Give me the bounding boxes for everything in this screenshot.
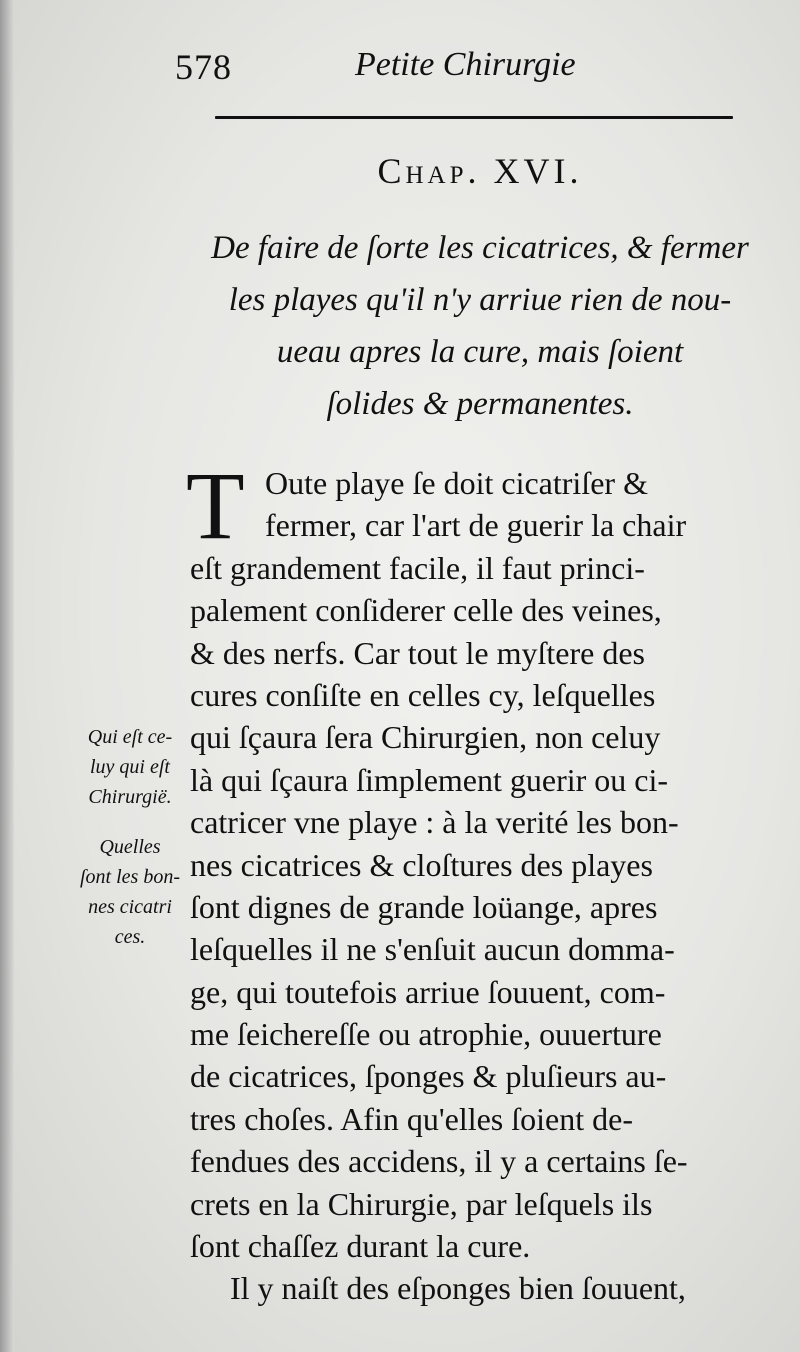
text-line: ſont chaſſez durant la cure. xyxy=(190,1228,531,1265)
text-line: de cicatrices, ſponges & pluſieurs au- xyxy=(190,1058,667,1095)
drop-cap: T xyxy=(186,452,245,559)
margin-note-line: Qui eſt ce- xyxy=(87,726,173,748)
subtitle-line: ueau apres la cure, mais ſoient xyxy=(276,334,684,370)
subtitle-line: ſolides & permanentes. xyxy=(326,386,634,422)
text-line: catricer vne playe : à la verité les bon- xyxy=(190,804,679,841)
text-line: fermer, car l'art de guerir la chair xyxy=(265,507,687,544)
page-header xyxy=(175,40,735,90)
page-number: 578 xyxy=(175,47,232,87)
text-line: palement conſiderer celle des veines, xyxy=(190,592,662,629)
subtitle-line: les playes qu'il n'y arriue rien de nou- xyxy=(228,282,732,318)
text-line: ge, qui toutefois arriue ſouuent, com- xyxy=(190,973,666,1010)
page-gutter-shadow xyxy=(0,0,14,1352)
margin-note-line: ces. xyxy=(114,926,146,948)
text-line: eſt grandement facile, il faut princi- xyxy=(190,549,645,586)
margin-note-line: Quelles xyxy=(99,836,161,858)
text-line: cures conſiſte en celles cy, leſquelles xyxy=(190,676,656,713)
text-line: ſont dignes de grande loüange, apres xyxy=(190,888,658,925)
subtitle-line: De faire de ſorte les cicatrices, & fermer xyxy=(211,230,749,266)
text-line: & des nerfs. Car tout le myſtere des xyxy=(190,634,645,671)
text-line: qui ſçaura ſera Chirurgien, non celuy xyxy=(190,719,661,756)
margin-note-line: nes cicatri xyxy=(88,896,172,918)
margin-notes xyxy=(70,722,190,952)
text-line: me ſeichereſſe ou atrophie, ouuerture xyxy=(190,1016,662,1053)
chapter-subtitle xyxy=(170,222,790,430)
text-line: crets en la Chirurgie, par leſquels ils xyxy=(190,1185,653,1222)
body-text xyxy=(190,462,760,1310)
text-line: fendues des accidens, il y a certains ſe- xyxy=(190,1143,688,1180)
text-line: là qui ſçaura ſimplement guerir ou ci- xyxy=(190,761,669,798)
margin-note-line: Chirurgië. xyxy=(88,786,172,808)
header-rule xyxy=(215,116,733,119)
text-line: Il y naiſt des eſponges bien ſouuent, xyxy=(230,1270,686,1307)
margin-note-line: ſont les bon- xyxy=(80,866,180,888)
text-line: nes cicatrices & cloſtures des playes xyxy=(190,846,653,883)
running-title: Petite Chirurgie xyxy=(355,46,576,83)
text-line: leſquelles il ne s'enſuit aucun domma- xyxy=(190,931,675,968)
text-line: tres choſes. Afin qu'elles ſoient de- xyxy=(190,1100,633,1137)
margin-note-line: luy qui eſt xyxy=(90,756,170,778)
text-line: Oute playe ſe doit cicatriſer & xyxy=(265,465,648,501)
chapter-title: Chap. XVI. xyxy=(377,151,583,191)
margin-note-gap xyxy=(70,812,190,832)
